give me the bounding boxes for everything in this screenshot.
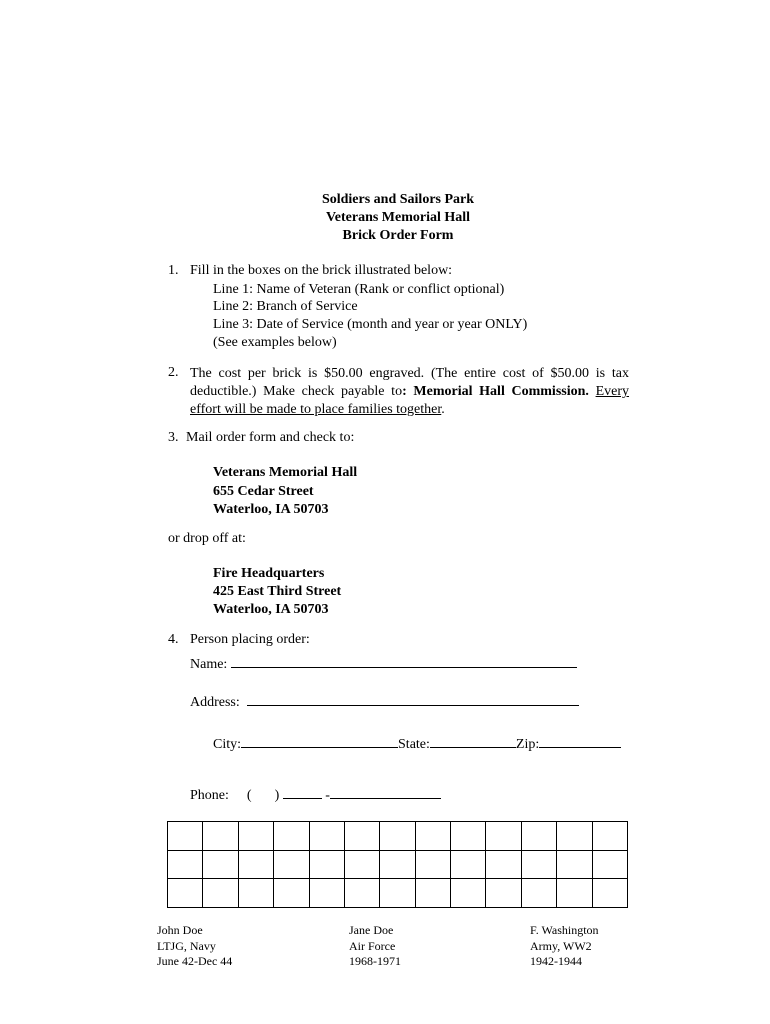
- brick-box[interactable]: [274, 850, 309, 879]
- zip-label: Zip:: [515, 737, 540, 752]
- brick-box[interactable]: [557, 822, 592, 851]
- example-3-dates: 1942-1944: [530, 954, 582, 968]
- step3-number: 3.: [168, 430, 179, 445]
- example-1-branch: LTJG, Navy: [157, 938, 216, 953]
- brick-box[interactable]: [168, 879, 203, 908]
- brick-box[interactable]: [415, 879, 450, 908]
- brick-box[interactable]: [344, 822, 379, 851]
- phone-prefix-blank[interactable]: [283, 786, 322, 799]
- dropoff-address-line2: 425 East Third Street: [213, 584, 342, 599]
- address-label: Address:: [190, 695, 240, 710]
- example-3-branch: Army, WW2: [530, 938, 592, 953]
- brick-box[interactable]: [415, 822, 450, 851]
- brick-box[interactable]: [274, 879, 309, 908]
- step1-intro: Fill in the boxes on the brick illustrated below:: [190, 263, 453, 278]
- step1-line3: Line 3: Date of Service (month and year or year ONLY): [213, 317, 528, 332]
- dropoff-address-line1: Fire Headquarters: [213, 566, 325, 581]
- brick-box[interactable]: [486, 879, 521, 908]
- mail-address-line1: Veterans Memorial Hall: [213, 465, 358, 480]
- families-note: Every effort will be made to place families together: [190, 384, 630, 417]
- city-blank[interactable]: [241, 735, 398, 748]
- brick-box[interactable]: [521, 822, 556, 851]
- brick-row-2: [168, 850, 628, 879]
- brick-box[interactable]: [486, 822, 521, 851]
- brick-box[interactable]: [309, 850, 344, 879]
- example-2-branch: Air Force: [349, 938, 396, 953]
- brick-box[interactable]: [486, 850, 521, 879]
- example-1-name: John Doe: [157, 923, 203, 937]
- step2-paragraph: [190, 365, 629, 419]
- brick-box[interactable]: [451, 850, 486, 879]
- phone-close-paren: ): [274, 788, 280, 803]
- step4-text: Person placing order:: [190, 632, 310, 647]
- example-1-dates: June 42-Dec 44: [157, 954, 233, 968]
- example-1: [157, 923, 232, 970]
- zip-blank[interactable]: [539, 735, 621, 748]
- brick-box[interactable]: [238, 822, 273, 851]
- brick-box[interactable]: [238, 850, 273, 879]
- step1-see-examples: (See examples below): [213, 335, 337, 350]
- brick-box[interactable]: [521, 850, 556, 879]
- state-label: State:: [398, 737, 430, 752]
- step1-line2: Line 2: Branch of Service: [213, 299, 358, 314]
- brick-box[interactable]: [168, 822, 203, 851]
- brick-box[interactable]: [557, 850, 592, 879]
- brick-row-3: [168, 879, 628, 908]
- brick-box[interactable]: [309, 879, 344, 908]
- brick-box[interactable]: [168, 850, 203, 879]
- brick-box[interactable]: [380, 879, 415, 908]
- payee-name: Memorial Hall Commission.: [413, 384, 589, 399]
- brick-box[interactable]: [592, 850, 628, 879]
- brick-box[interactable]: [380, 822, 415, 851]
- brick-grid: [167, 821, 628, 908]
- phone-number-blank[interactable]: [330, 786, 441, 799]
- brick-box[interactable]: [415, 850, 450, 879]
- step3-text: Mail order form and check to:: [186, 430, 355, 445]
- address-field[interactable]: [190, 693, 579, 711]
- brick-box[interactable]: [274, 822, 309, 851]
- mail-address-line3: Waterloo, IA 50703: [213, 502, 329, 517]
- name-blank[interactable]: [231, 655, 577, 668]
- phone-label: Phone:: [190, 788, 229, 803]
- brick-box[interactable]: [521, 879, 556, 908]
- dropoff-label: or drop off at:: [168, 531, 246, 546]
- address-blank[interactable]: [247, 693, 579, 706]
- form-title: Brick Order Form: [342, 228, 454, 243]
- city-state-zip-field[interactable]: [213, 735, 621, 753]
- name-field[interactable]: [190, 655, 577, 673]
- brick-box[interactable]: [380, 850, 415, 879]
- brick-box[interactable]: [451, 879, 486, 908]
- dropoff-address-line3: Waterloo, IA 50703: [213, 602, 329, 617]
- phone-field[interactable]: [190, 786, 441, 804]
- brick-box[interactable]: [557, 879, 592, 908]
- example-2: [349, 923, 401, 970]
- form-title-hall: Veterans Memorial Hall: [325, 210, 471, 225]
- city-label: City:: [213, 737, 242, 752]
- step1-number: 1.: [168, 263, 179, 278]
- brick-box[interactable]: [238, 879, 273, 908]
- phone-dash: -: [325, 788, 330, 803]
- example-3-name: F. Washington: [530, 923, 599, 937]
- step1-line1: Line 1: Name of Veteran (Rank or conflict optional): [213, 282, 505, 297]
- step2-number: 2.: [168, 365, 179, 380]
- step2-colon: :: [402, 384, 407, 399]
- mail-address-line2: 655 Cedar Street: [213, 484, 314, 499]
- brick-box[interactable]: [592, 822, 628, 851]
- brick-box[interactable]: [203, 850, 238, 879]
- example-2-name: Jane Doe: [349, 923, 394, 937]
- brick-box[interactable]: [592, 879, 628, 908]
- state-blank[interactable]: [430, 735, 516, 748]
- brick-box[interactable]: [344, 879, 379, 908]
- name-label: Name:: [190, 657, 228, 672]
- phone-open-paren: (: [246, 788, 252, 803]
- example-2-dates: 1968-1971: [349, 954, 401, 968]
- step2-cost-text: The cost per brick is $50.00 engraved. (The entire cost of $50.00 is tax deductible.) Make check payable to: [190, 366, 629, 399]
- step2-period: .: [441, 402, 445, 417]
- form-title-park: Soldiers and Sailors Park: [321, 192, 475, 207]
- step4-number: 4.: [168, 632, 179, 647]
- brick-box[interactable]: [451, 822, 486, 851]
- brick-box[interactable]: [309, 822, 344, 851]
- brick-box[interactable]: [203, 822, 238, 851]
- brick-box[interactable]: [344, 850, 379, 879]
- brick-row-1: [168, 822, 628, 851]
- example-3: [530, 923, 599, 970]
- brick-box[interactable]: [203, 879, 238, 908]
